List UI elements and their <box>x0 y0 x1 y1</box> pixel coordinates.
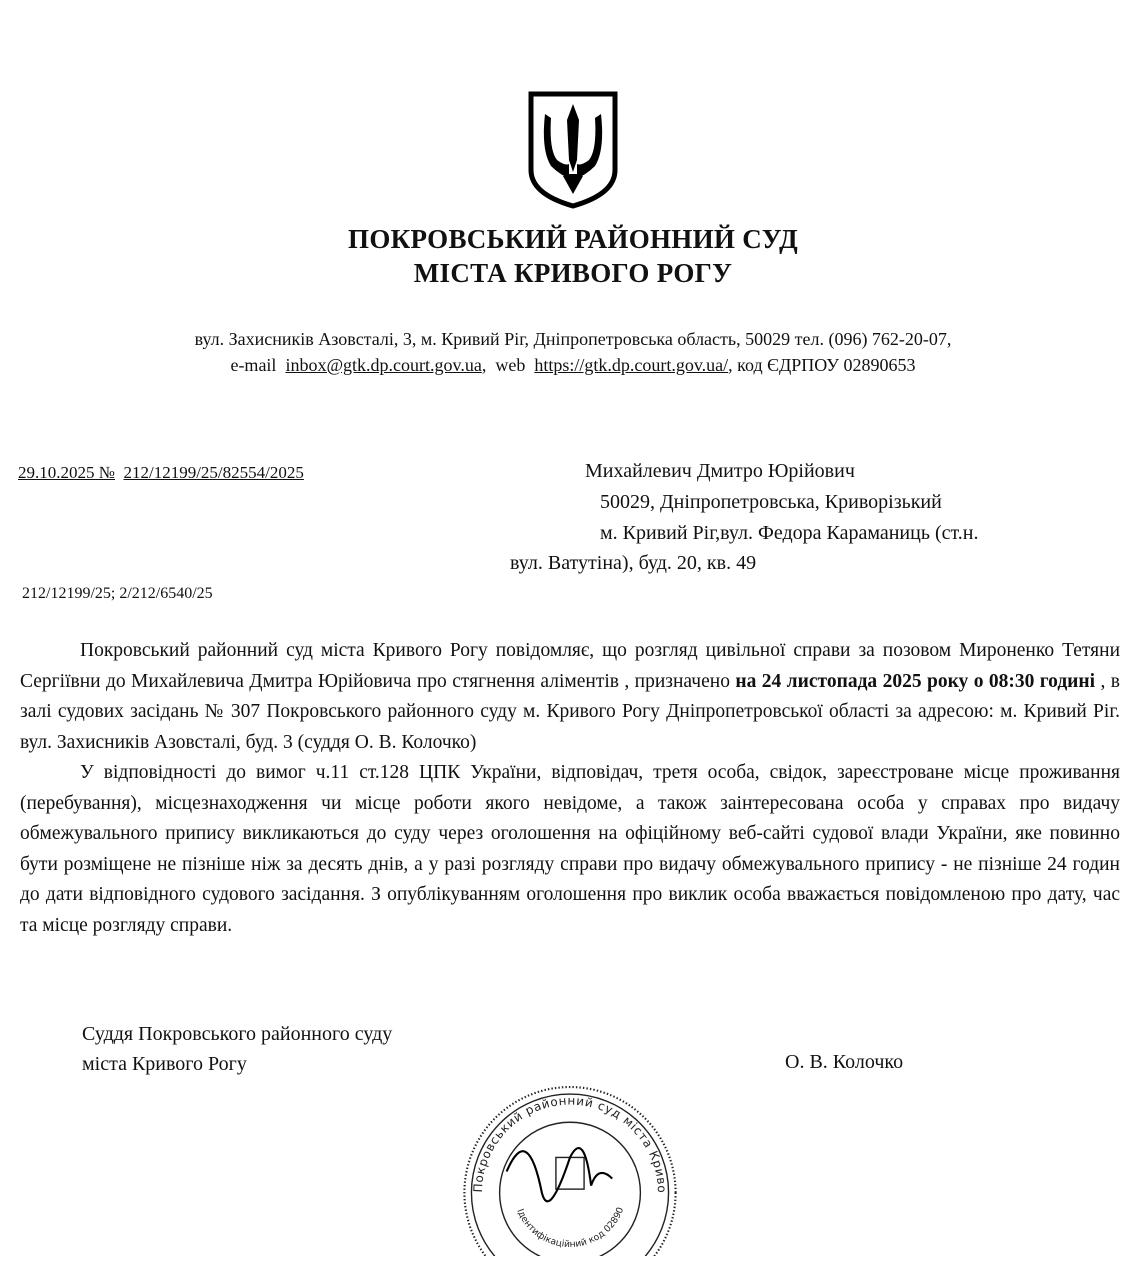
email-link[interactable]: inbox@gtk.dp.court.gov.ua <box>285 355 482 375</box>
recipient-line3: вул. Ватутіна), буд. 20, кв. 49 <box>510 552 757 574</box>
letter-date: 29.10.2025 № <box>18 463 115 482</box>
notice-paragraph-1 <box>20 636 1120 758</box>
notice-body <box>20 636 1120 941</box>
recipient-line1: 50029, Дніпропетровська, Криворізький <box>600 491 942 513</box>
letter-number: 212/12199/25/82554/2025 <box>123 463 304 482</box>
court-seal-icon <box>450 1080 690 1261</box>
signer-position-line1: Суддя Покровського районного суду <box>82 1023 393 1045</box>
court-name-line2: МІСТА КРИВОГО РОГУ <box>413 258 733 288</box>
seal-text: Покровський районний суд міста Криво <box>470 1093 670 1194</box>
court-address: вул. Захисників Азовсталі, 3, м. Кривий Ріг, Дніпропетровська область, 50029 тел. (096) 762-20-07, <box>194 329 952 349</box>
signer-position-line2: міста Кривого Рогу <box>82 1053 247 1075</box>
svg-text:Покровський районний суд міста <box>450 1080 669 1194</box>
recipient-name: Михайлевич Дмитро Юрійович <box>585 460 855 482</box>
web-label: web <box>495 355 526 375</box>
trident-emblem-icon <box>527 90 619 215</box>
signature-icon <box>507 1148 613 1201</box>
recipient-line2: м. Кривий Ріг,вул. Федора Караманиць (ст.н. <box>600 522 979 544</box>
judge-name: О. В. Колочко <box>785 1051 904 1073</box>
p1-text: Покровський районний суд міста Кривого Рогу повідомляє, що розгляд цивільної справи за позовом Мироненко Тетяни Сергіївни до Михайлевича Дмитра Юрійовича про стягнення аліментів , призначено <box>20 640 1120 692</box>
case-refs: 212/12199/25; 2/212/6540/25 <box>22 585 213 602</box>
web-link[interactable]: https://gtk.dp.court.gov.ua/ <box>534 355 729 375</box>
svg-text:Ідентифікаційний код 02890653: Ідентифікаційний код 02890 <box>514 1206 627 1251</box>
notice-paragraph-2: У відповідності до вимог ч.11 ст.128 ЦПК України, відповідач, третя особа, свідок, зареєстроване місце проживання (перебування), місцезнаходження чи місце роботи якого невідоме, а також заінтересована особа у справах про видачу обмежувального припису викликаються до суду через оголошення на офіційному веб-сайті судової влади України, яке повинно бути розміщене не пізніше ніж за десять днів, а у разі розгляду справи про видачу обмежувального припису - не пізніше 24 годин до дати відповідного судового засідання. З опублікуванням оголошення про виклик особа вважається повідомленою про дату, час та місце розгляду справи. <box>20 762 1120 936</box>
letter-date-number <box>18 461 304 485</box>
edrpou-code: , код ЄДРПОУ 02890653 <box>728 355 916 375</box>
court-contacts: e-mail inbox@gtk.dp.court.gov.ua, web https://gtk.dp.court.gov.ua/, код ЄДРПОУ 02890653 <box>230 355 916 375</box>
email-label: e-mail <box>230 355 277 375</box>
court-name-line1: ПОКРОВСЬКИЙ РАЙОННИЙ СУД <box>348 224 798 254</box>
p1-text-end: , в залі судових засідань № 307 Покровського районного суду м. Кривого Рогу Дніпропетровської області за адресою: м. Кривий Ріг. вул. Захисників Азовсталі, буд. 3 (суддя О. В. Колочко) <box>20 670 1120 753</box>
hearing-datetime: на 24 листопада 2025 року о 08:30 годині <box>735 670 1096 692</box>
